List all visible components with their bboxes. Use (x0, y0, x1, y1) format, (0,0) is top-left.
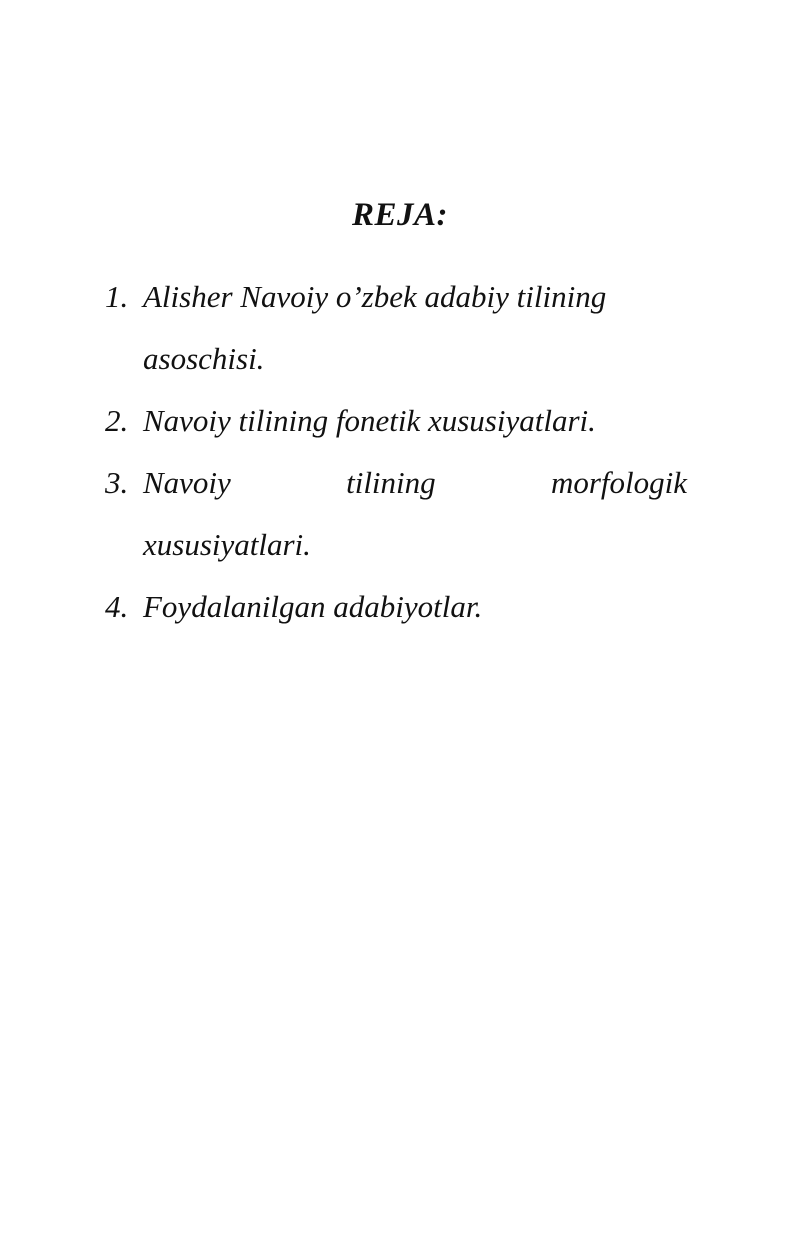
plan-item-number: 3. (105, 465, 129, 500)
plan-item-number: 1. (105, 279, 129, 314)
plan-item-text-line: Foydalanilgan adabiyotlar. (143, 589, 483, 624)
plan-item-2 (105, 390, 687, 452)
plan-item-text-line: Navoiy tilining fonetik xususiyatlari. (143, 403, 596, 438)
plan-item-4 (105, 576, 687, 638)
plan-item-text-line: Navoiy tilining morfologik (143, 465, 687, 500)
plan-item-1 (105, 266, 687, 390)
plan-list (105, 266, 687, 638)
plan-item-3 (105, 452, 687, 576)
page-heading: REJA: (351, 197, 449, 233)
plan-item-number: 2. (105, 403, 129, 438)
plan-item-text-line: Alisher Navoiy o’zbek adabiy tilining (143, 279, 607, 314)
plan-item-number: 4. (105, 589, 129, 624)
plan-item-text-line: asoschisi. (143, 341, 265, 376)
plan-item-text-line: xususiyatlari. (143, 527, 311, 562)
